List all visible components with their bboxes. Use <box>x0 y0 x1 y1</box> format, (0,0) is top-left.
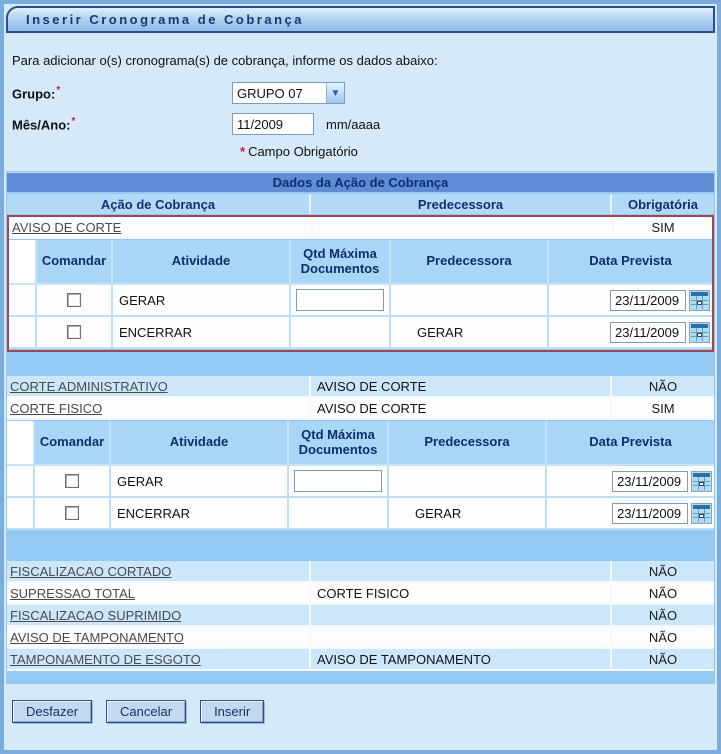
subtable-header-spacer <box>7 421 35 466</box>
calendar-button[interactable] <box>691 503 712 524</box>
column-header-predecessora: Predecessora <box>311 194 612 214</box>
action-row-fiscalizacao-cortado <box>7 561 714 583</box>
obrigatoria-value: NÃO <box>648 651 678 667</box>
predecessora-value: CORTE FISICO <box>317 585 410 601</box>
action-link[interactable]: CORTE FISICO <box>10 400 103 416</box>
predecessora-value: AVISO DE TAMPONAMENTO <box>317 651 491 667</box>
action-row-corte-fisico <box>7 398 714 420</box>
comandar-checkbox[interactable] <box>67 293 81 307</box>
action-row-tamponamento-de-esgoto <box>7 649 714 671</box>
column-header-obrigatoria: Obrigatória <box>612 194 714 214</box>
obrigatoria-value: SIM <box>651 400 675 416</box>
required-asterisk: * <box>71 115 76 127</box>
obrigatoria-value: NÃO <box>648 378 678 394</box>
action-link[interactable]: AVISO DE CORTE <box>12 219 122 235</box>
grupo-selected-value: GRUPO 07 <box>237 85 303 101</box>
page-title: Inserir Cronograma de Cobrança <box>26 12 304 27</box>
action-link[interactable]: SUPRESSAO TOTAL <box>10 585 135 601</box>
mes-ano-label: Mês/Ano:* <box>12 115 76 133</box>
comandar-checkbox[interactable] <box>65 474 79 488</box>
activity-row-encerrar <box>7 498 714 530</box>
desfazer-button[interactable]: Desfazer <box>12 700 92 723</box>
qtd-maxima-input[interactable] <box>296 289 384 311</box>
grupo-row <box>12 82 709 104</box>
activities-subtable <box>9 240 712 349</box>
predecessora-value: GERAR <box>417 324 464 340</box>
action-row-corte-administrativo <box>7 376 714 398</box>
mes-ano-input[interactable] <box>232 113 314 135</box>
action-row-fiscalizacao-suprimido <box>7 605 714 627</box>
qtd-maxima-input[interactable] <box>294 470 382 492</box>
subcol-data-prevista: Data Prevista <box>547 421 714 466</box>
subtable-header-spacer <box>9 240 37 285</box>
calendar-icon <box>690 291 709 310</box>
data-prevista-input[interactable] <box>610 290 686 311</box>
predecessora-value: GERAR <box>415 505 462 521</box>
spacer <box>7 352 714 376</box>
obrigatoria-value: NÃO <box>648 607 678 623</box>
activity-row-gerar <box>7 466 714 498</box>
subtable-header <box>7 421 714 466</box>
grupo-label: Grupo:* <box>12 84 61 102</box>
highlighted-action-block <box>7 215 714 352</box>
subtable-header <box>9 240 712 285</box>
data-prevista-input[interactable] <box>612 471 688 492</box>
obrigatoria-value: NÃO <box>648 563 678 579</box>
form-area <box>4 33 717 159</box>
subcol-atividade: Atividade <box>113 240 291 285</box>
page-title-bar <box>6 6 715 33</box>
calendar-button[interactable] <box>691 471 712 492</box>
subcol-atividade: Atividade <box>111 421 289 466</box>
intro-text: Para adicionar o(s) cronograma(s) de cobrança, informe os dados abaixo: <box>12 53 438 68</box>
chevron-down-icon[interactable]: ▼ <box>326 83 344 103</box>
atividade-value: GERAR <box>119 292 166 308</box>
data-prevista-input[interactable] <box>610 322 686 343</box>
activities-subtable <box>7 421 714 530</box>
column-header-acao: Ação de Cobrança <box>7 194 311 214</box>
action-row-aviso-de-tamponamento <box>7 627 714 649</box>
subcol-qtd-maxima: Qtd Máxima Documentos <box>289 421 389 466</box>
comandar-checkbox[interactable] <box>67 325 81 339</box>
cancelar-button[interactable]: Cancelar <box>106 700 186 723</box>
action-row-aviso-de-corte <box>9 217 712 239</box>
calendar-button[interactable] <box>689 290 710 311</box>
data-prevista-input[interactable] <box>612 503 688 524</box>
obrigatoria-value: SIM <box>651 219 675 235</box>
activity-row-encerrar <box>9 317 712 349</box>
required-field-note: * Campo Obrigatório <box>240 144 358 159</box>
activity-row-gerar <box>9 285 712 317</box>
required-asterisk: * <box>56 84 61 96</box>
comandar-checkbox[interactable] <box>65 506 79 520</box>
atividade-value: ENCERRAR <box>117 505 190 521</box>
grupo-select[interactable] <box>232 82 345 104</box>
action-link[interactable]: FISCALIZACAO SUPRIMIDO <box>10 607 182 623</box>
calendar-icon <box>692 504 711 523</box>
predecessora-value: AVISO DE CORTE <box>317 378 427 394</box>
atividade-value: ENCERRAR <box>119 324 192 340</box>
footer-buttons <box>12 700 709 723</box>
table-column-headers <box>7 194 714 214</box>
action-link[interactable]: AVISO DE TAMPONAMENTO <box>10 629 184 645</box>
mes-ano-row <box>12 113 709 135</box>
subcol-qtd-maxima: Qtd Máxima Documentos <box>291 240 391 285</box>
predecessora-value: AVISO DE CORTE <box>317 400 427 416</box>
table-title: Dados da Ação de Cobrança <box>7 172 714 192</box>
subcol-comandar: Comandar <box>35 421 111 466</box>
subcol-data-prevista: Data Prevista <box>549 240 712 285</box>
calendar-icon <box>692 472 711 491</box>
inserir-button[interactable]: Inserir <box>200 700 264 723</box>
obrigatoria-value: NÃO <box>648 629 678 645</box>
action-row-supressao-total <box>7 583 714 605</box>
calendar-button[interactable] <box>689 322 710 343</box>
mes-ano-mask-hint: mm/aaaa <box>326 116 381 132</box>
action-link[interactable]: CORTE ADMINISTRATIVO <box>10 378 168 394</box>
subcol-comandar: Comandar <box>37 240 113 285</box>
spacer <box>7 531 714 561</box>
atividade-value: GERAR <box>117 473 164 489</box>
action-link[interactable]: FISCALIZACAO CORTADO <box>10 563 172 579</box>
calendar-icon <box>690 323 709 342</box>
cobranca-table <box>6 171 715 684</box>
action-link[interactable]: TAMPONAMENTO DE ESGOTO <box>10 651 201 667</box>
required-asterisk: * <box>240 144 246 159</box>
subcol-predecessora: Predecessora <box>391 240 549 285</box>
obrigatoria-value: NÃO <box>648 585 678 601</box>
subcol-predecessora: Predecessora <box>389 421 547 466</box>
